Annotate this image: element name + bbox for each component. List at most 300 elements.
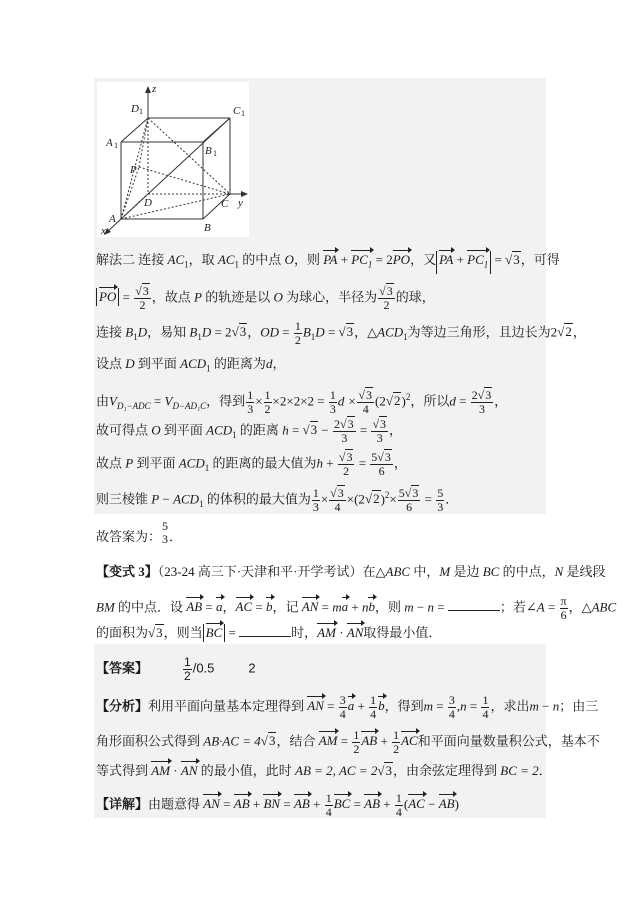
text: ，易知 <box>147 324 190 340</box>
text: ， <box>568 599 582 615</box>
text: ，记 <box>272 599 302 615</box>
num: 3 <box>448 693 455 707</box>
text: = <box>356 422 371 438</box>
vector-PA: PA <box>323 252 338 267</box>
text: ， <box>389 422 403 438</box>
answer-frac-1-2 <box>183 656 192 683</box>
text: 的中点 <box>239 252 285 267</box>
math: m <box>332 599 342 615</box>
frac-1-4 <box>395 792 403 819</box>
solution2-line4 <box>96 355 285 378</box>
vector-PO: PO <box>99 289 117 305</box>
text: × <box>320 491 329 507</box>
vector-AN: AN <box>346 625 364 640</box>
sub: 1 <box>197 332 202 343</box>
source: （23-24 高三下·天津和平·开学考试） <box>157 564 363 579</box>
analysis-line1: 【分析】利用平面向量基本定理得到 AN = $\frac{3}{4}$ a + $\frac{1}{4}$ b，得到m = $\frac{3}{4}$ ,n = $\frac{1}{4}$ ，求出m − n；由三 <box>96 693 599 721</box>
solution2-line1: 解法二 连接 $AC_1$，取 $AC_1$ 的中点 O，则 PA + $PC_1 = 2PO$，又 PA + $PC_1 = √3$，可得 <box>96 251 560 274</box>
text: 的距离为 <box>210 356 266 371</box>
text: = <box>324 324 339 340</box>
analysis-line2: 角形面积公式得到 AB·AC = 4√3，结合 AM = $\frac{1}{2}$ AB + $\frac{1}{2}$ AC和平面向量数量积公式，基本不 <box>96 728 600 756</box>
math: h <box>316 455 323 471</box>
text: 则三棱锥 <box>96 491 152 507</box>
math: d <box>449 393 456 409</box>
analysis-tag: 【分析】 <box>96 698 149 714</box>
text: 的体积的最大值为 <box>203 491 311 507</box>
detail-line1: 【详解】由题意得 AN = AB + BN = AB + $\frac{1}{4}$ BC = AB + $\frac{1}{4}$ (AC − AB) <box>96 791 459 819</box>
den: 6 <box>378 464 385 478</box>
num: 5 <box>162 519 169 533</box>
math: B <box>189 324 198 340</box>
num: 3 <box>339 693 346 707</box>
math: BM <box>96 599 115 615</box>
frac-2sqrt3-3: $\frac{2√3}{3}$ <box>334 417 354 445</box>
text: 设点 <box>96 356 126 371</box>
vector-PO: PO <box>392 252 411 267</box>
sqrt2: √2 <box>557 324 572 340</box>
vector-AM: AM <box>318 733 338 749</box>
math: B <box>125 324 134 340</box>
math: m <box>529 698 539 714</box>
vector-AB: AB <box>361 733 378 749</box>
radicand: 3 <box>380 417 387 431</box>
text: ；由三 <box>559 698 599 714</box>
text: ×(2 <box>346 491 365 507</box>
text: ， <box>572 324 586 340</box>
den: 3 <box>329 401 336 416</box>
text: ， <box>222 599 236 615</box>
num: 1 <box>329 387 336 402</box>
den: 4 <box>448 707 455 721</box>
text: ． <box>169 529 183 544</box>
frac-sqrt3-4: $\frac{√3}{4}$ <box>330 485 344 514</box>
text: ) <box>380 491 385 507</box>
text: ， <box>247 324 261 340</box>
frac-sqrt3-3: $\frac{√3}{3}$ <box>372 417 387 445</box>
sqrt3: √3 <box>338 324 354 340</box>
num: 1 <box>395 791 402 805</box>
math: AC <box>217 252 235 267</box>
den: 4 <box>370 707 377 721</box>
label-B1-sub: 1 <box>213 149 217 158</box>
text: ． <box>445 491 459 507</box>
text: ，又 <box>410 252 437 267</box>
radicand: 3 <box>346 324 354 340</box>
label-D1-sub: 1 <box>139 107 143 116</box>
frac-pi-6 <box>560 595 568 622</box>
answer-line <box>96 656 256 683</box>
num: 1 <box>353 728 360 742</box>
text: + <box>323 455 337 471</box>
sqrt3: √3 <box>260 733 276 749</box>
math: n <box>427 599 434 615</box>
text: 的距离的最大值为 <box>209 455 317 471</box>
den: 4 <box>395 805 402 819</box>
radicand: 2 <box>373 491 380 507</box>
label-A1: A <box>106 137 113 149</box>
text: ，△ <box>354 324 378 340</box>
text: = <box>225 625 240 640</box>
text: 利用平面向量基本定理得到 <box>148 698 308 714</box>
math: n <box>361 599 369 615</box>
math: D <box>315 324 325 340</box>
variant-tag: 【变式 3】 <box>96 564 158 579</box>
frac-2sqrt3-3: $\frac{2√3}{3}$ <box>471 387 492 416</box>
answer-value-2: 2 <box>248 660 256 676</box>
text: 时， <box>291 625 318 640</box>
math: h <box>282 422 289 438</box>
text: 由 <box>96 393 110 409</box>
frac-1-4 <box>481 694 489 721</box>
text: = <box>318 599 333 615</box>
text: = 2 <box>211 324 232 340</box>
abs-PO <box>96 288 119 306</box>
den: 2 <box>393 742 400 756</box>
frac-1-2 <box>294 320 302 347</box>
text: ，则 <box>374 599 405 615</box>
label-P: P <box>130 164 137 176</box>
radicand: 3 <box>485 387 492 402</box>
den: 4 <box>482 707 489 721</box>
sub: 1 <box>184 259 189 270</box>
text: ，得到 <box>384 698 424 714</box>
math: D <box>201 324 212 340</box>
frac-5-3 <box>436 487 444 514</box>
label-x: x <box>101 225 106 237</box>
sub: 1 <box>403 332 408 343</box>
num: π <box>560 594 567 608</box>
text: = <box>288 422 303 438</box>
den: 3 <box>376 431 383 445</box>
text: 等式得到 <box>96 763 152 778</box>
vector-PC1 <box>351 251 372 274</box>
analysis-line3: 等式得到 AM · AN 的最小值，此时 AB = 2, AC = 2√3，由余弦定理得到 BC = 2． <box>96 763 552 778</box>
text: ，取 <box>188 252 218 267</box>
frac-1-4 <box>325 792 333 819</box>
label-y: y <box>238 197 243 209</box>
text: 的中点， <box>499 564 555 579</box>
math: ACD <box>178 455 205 471</box>
sub: 1 <box>310 332 316 343</box>
sup: 2 <box>405 392 411 402</box>
sqrt3: √3 <box>148 625 163 640</box>
text: 的轨迹是以 <box>202 289 274 305</box>
radicand: 3 <box>142 284 149 298</box>
label-C1: C <box>233 105 241 117</box>
radicand: 3 <box>268 733 276 749</box>
radicand: 3 <box>337 485 344 500</box>
frac-sqrt3-2: $\frac{√3}{2}$ <box>338 450 353 478</box>
den: 3 <box>312 499 319 514</box>
solution2-line2: PO = $\frac{√3}{2}$ ，故点 P 的轨迹是以 O 为球心，半径为 $\frac{√3}{2}$ 的球， <box>96 285 435 312</box>
text: ，由余弦定理得到 <box>392 763 501 778</box>
vector-b: b <box>266 599 273 615</box>
answer-alt: /0.5 <box>192 660 215 676</box>
text: = <box>355 455 370 471</box>
sub: 1 <box>199 498 204 509</box>
den: 4 <box>362 401 369 416</box>
num: 1 <box>482 693 489 707</box>
text: ；若∠ <box>499 599 537 615</box>
sqrt3: √3 <box>231 324 247 340</box>
text: − <box>159 491 174 507</box>
num: 1 <box>294 319 301 333</box>
math: O <box>151 422 161 438</box>
sub: D₁−ADC <box>116 400 151 411</box>
final-answer-line <box>96 520 182 546</box>
text: 解法二 连接 <box>96 252 168 267</box>
detail-tag: 【详解】 <box>96 796 149 812</box>
sup: 2 <box>384 490 390 500</box>
vector-AM: AM <box>151 763 171 778</box>
text: 是边 <box>450 564 483 579</box>
radicand: 3 <box>384 450 391 464</box>
num: 1 <box>325 791 332 805</box>
text: 故点 <box>96 455 126 471</box>
den: 2 <box>264 401 271 416</box>
frac-sqrt3-2: $\frac{√3}{2}$ <box>135 284 149 312</box>
solution2-line6 <box>96 418 402 445</box>
den: 6 <box>406 499 413 514</box>
solution2-line3 <box>96 320 586 347</box>
frac-1-3 <box>246 389 254 416</box>
text: 的中点．设 <box>114 599 187 615</box>
label-A: A <box>109 213 116 225</box>
text: 到平面 <box>160 422 207 438</box>
math: AB = 2, AC = 2 <box>295 763 378 778</box>
den: 4 <box>325 805 332 819</box>
coef: 5 <box>371 450 378 464</box>
text: ×2×2×2 = <box>272 393 328 409</box>
radicand: 3 <box>365 387 372 402</box>
math: A <box>536 599 545 615</box>
vector-AC: AC <box>408 796 425 812</box>
vector-AB: AB <box>233 796 250 812</box>
num: 1 <box>370 693 377 707</box>
radicand: 3 <box>346 450 353 464</box>
vector-AC: AC <box>235 599 253 615</box>
text: (2 <box>374 393 386 409</box>
answer-tag: 【答案】 <box>96 660 149 676</box>
sqrt2: √2 <box>364 491 380 507</box>
frac-1-3 <box>329 389 337 416</box>
vector-PA: PA <box>439 252 454 267</box>
den: 6 <box>560 608 567 622</box>
text: ，可得 <box>520 252 560 267</box>
den: 4 <box>334 499 341 514</box>
text: ， <box>494 393 508 409</box>
vector-AB: AB <box>364 796 381 812</box>
text: ，得到 <box>206 393 246 409</box>
sub: 1 <box>367 259 373 270</box>
num: 1 <box>264 387 271 402</box>
text: 到平面 <box>134 356 181 371</box>
frac-3-4 <box>448 694 456 721</box>
radicand: 3 <box>156 625 163 640</box>
text: 和平面向量数量积公式，基本不 <box>417 733 600 749</box>
den: 3 <box>162 532 169 546</box>
text: 为球心，半径为 <box>282 289 378 305</box>
den: 3 <box>478 401 485 416</box>
label-C: C <box>221 198 229 210</box>
radicand: 3 <box>310 422 318 438</box>
radicand: 3 <box>513 252 520 267</box>
text: ， <box>393 455 407 471</box>
frac-5-3 <box>162 520 168 546</box>
text: 故答案为： <box>96 529 162 544</box>
den: 2 <box>353 742 360 756</box>
math: P <box>125 455 134 471</box>
math: ACD <box>377 324 404 340</box>
math: n <box>552 698 560 714</box>
vector-BC: BC <box>333 796 351 812</box>
math: O <box>284 252 294 267</box>
vector-PC1 <box>467 251 488 274</box>
radicand: 2 <box>565 324 572 340</box>
variant3-line1 <box>96 563 606 581</box>
frac-1-2 <box>352 729 360 756</box>
frac-5sqrt3-6: $\frac{5√3}{6}$ <box>398 485 419 514</box>
radicand: 2 <box>393 393 401 409</box>
frac-1-2 <box>392 729 400 756</box>
text: ，则 <box>293 252 324 267</box>
text: 角形面积公式得到 <box>96 733 204 749</box>
radicand: 3 <box>412 485 419 500</box>
text: − <box>318 422 333 438</box>
label-C1-sub: 1 <box>241 109 245 118</box>
label-B: B <box>204 222 211 234</box>
coef: 5 <box>398 485 405 500</box>
sub: 1 <box>234 259 240 270</box>
vector-BN: BN <box>263 796 281 812</box>
text: × <box>255 393 263 409</box>
text: × <box>389 491 397 507</box>
vector-AN: AN <box>180 763 198 778</box>
label-D1: D <box>131 103 139 115</box>
math: B <box>302 324 311 340</box>
sub: 1 <box>232 430 237 441</box>
num: 5 <box>437 485 444 500</box>
cube-diagram <box>97 82 249 237</box>
label-z: z <box>152 83 157 95</box>
frac-5sqrt3-6: $\frac{5√3}{6}$ <box>371 450 391 478</box>
text: = <box>279 324 293 340</box>
variant3-line3: 的面积为√3，则当 BC = 时，AM · AN取得最小值． <box>96 625 442 640</box>
vector-b: b <box>378 698 385 714</box>
math: D <box>137 324 148 340</box>
math: BC = 2 <box>500 763 539 778</box>
sub: 1 <box>133 332 138 343</box>
math: N <box>554 564 564 579</box>
den: 4 <box>339 707 346 721</box>
text: 的面积为 <box>96 625 149 640</box>
vector-AC: AC <box>401 733 418 749</box>
text: ，所以 <box>410 393 450 409</box>
text: = <box>421 491 436 507</box>
text: 为等边三角形，且边长为2 <box>407 324 558 340</box>
frac-1-4 <box>369 694 377 721</box>
text: 是线段 <box>563 564 606 579</box>
frac-sqrt3-4: $\frac{√3}{4}$ <box>358 387 372 416</box>
math: M <box>439 564 451 579</box>
math: AB·AC = 4 <box>203 733 261 749</box>
answer-blank-2[interactable] <box>239 624 291 637</box>
sqrt2: √2 <box>385 393 401 409</box>
math: m <box>423 698 433 714</box>
text: 故可得点 <box>96 422 152 438</box>
label-D: D <box>144 197 152 209</box>
math: V <box>164 393 173 409</box>
coef: 2 <box>334 417 341 431</box>
text: 中， <box>410 564 440 579</box>
math: △ABC <box>581 599 617 615</box>
text: ． <box>538 763 552 778</box>
radicand: 3 <box>386 284 393 298</box>
math: O <box>273 289 283 305</box>
den: 2 <box>139 298 146 312</box>
vector-BC: BC <box>205 625 223 640</box>
text: ，则当 <box>163 625 203 640</box>
math: AC <box>167 252 185 267</box>
frac-3-4 <box>339 694 347 721</box>
vector-AN: AN <box>203 796 220 812</box>
den: 2 <box>343 464 350 478</box>
vector-AB: AB <box>293 796 310 812</box>
text: = <box>455 393 470 409</box>
den: 2 <box>294 333 301 347</box>
den: 3 <box>341 431 348 445</box>
math: PC <box>351 252 368 267</box>
text: 由题意得 <box>148 796 204 812</box>
vector-b: b <box>368 599 375 615</box>
frac-sqrt3-2: $\frac{√3}{2}$ <box>379 284 393 312</box>
text: ，结合 <box>276 733 319 749</box>
math: △ABC <box>375 564 411 579</box>
num: 1 <box>312 485 319 500</box>
text: 的球， <box>395 289 435 305</box>
math: BC <box>482 564 500 579</box>
vector-a: a <box>341 599 349 615</box>
abs-PA-PC1: PA + $PC_1$ <box>436 251 491 274</box>
radicand: 3 <box>239 324 247 340</box>
text: ) <box>401 393 406 409</box>
text: 在 <box>362 564 376 579</box>
coef: 2 <box>471 387 478 402</box>
variant3-line2: BM 的中点．设 AB = a，AC = b，记 AN = ma + nb，则 m − n = ；若∠A = $\frac{\pi}{6}$ ，△ABC <box>96 594 617 622</box>
vector-AN: AN <box>301 599 319 615</box>
math: OD <box>260 324 279 340</box>
vector-AB: AB <box>186 599 203 615</box>
frac-1-3 <box>312 487 320 514</box>
answer-blank-1[interactable] <box>448 598 500 611</box>
text: 取得最小值． <box>363 625 442 640</box>
math: n <box>460 698 467 714</box>
math: d <box>265 356 273 371</box>
sub: 1 <box>483 259 489 270</box>
math: P <box>194 289 202 305</box>
num: 1 <box>184 655 191 669</box>
math: ACD <box>173 491 200 507</box>
text: 的最小值，此时 <box>197 763 296 778</box>
math: m <box>404 599 414 615</box>
solution2-line7 <box>96 451 407 478</box>
math: ACD <box>206 422 233 438</box>
vector-a: a <box>347 698 355 714</box>
den: 3 <box>437 499 444 514</box>
label-B1: B <box>205 145 212 157</box>
vector-AM: AM <box>317 625 336 640</box>
num: 1 <box>247 387 254 402</box>
